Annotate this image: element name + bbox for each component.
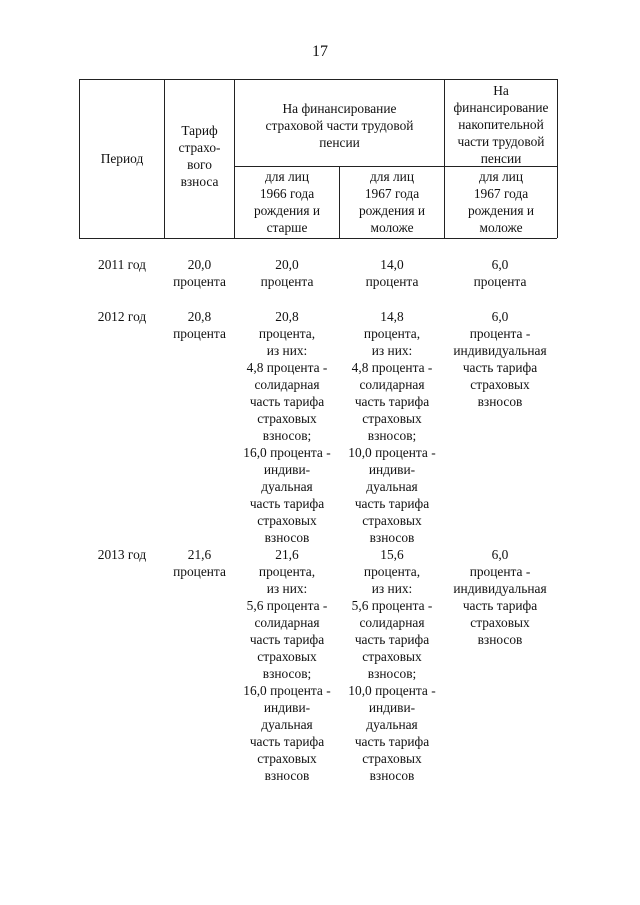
row-born-1967-funded: 6,0 процента - индивидуальная часть тарифа страховых взносов (453, 309, 547, 409)
page-number: 17 (312, 43, 328, 60)
row-born-1967-insurance: 14,0 процента (365, 257, 419, 289)
row-born-1967-insurance: 14,8 процента, из них: 4,8 процента - солидарная часть тарифа страховых взносов; 10,0 процента - индиви- дуальная часть тарифа страховых взносов (348, 309, 436, 545)
header-bottom-border (79, 238, 557, 239)
row-born-1967-insurance: 15,6 процента, из них: 5,6 процента - солидарная часть тарифа страховых взносов; 10,0 процента - индиви- дуальная часть тарифа страховых взносов (348, 547, 436, 783)
row-born-1966: 20,8 процента, из них: 4,8 процента - солидарная часть тарифа страховых взносов; 16,0 процента - индиви- дуальная часть тарифа страховых взносов (243, 309, 331, 545)
table-top-border (79, 79, 557, 80)
header-sub-1966: для лиц 1966 года рождения и старше (253, 169, 321, 235)
row-period: 2013 год (97, 547, 147, 562)
header-funded-part: На финансирование накопительной части трудовой пенсии (453, 83, 549, 166)
header-sub-1967-funded: для лиц 1967 года рождения и моложе (467, 169, 535, 235)
row-tariff: 20,8 процента (173, 309, 226, 341)
header-insurance-part: На финансирование страховой части трудовой пенсии (265, 101, 414, 150)
header-sub-1967-insurance: для лиц 1967 года рождения и моложе (358, 169, 426, 235)
header-tariff: Тариф страхо- вого взноса (178, 123, 221, 189)
row-born-1967-funded: 6,0 процента - индивидуальная часть тарифа страховых взносов (453, 547, 547, 647)
row-tariff: 20,0 процента (173, 257, 226, 289)
row-born-1966: 20,0 процента (260, 257, 314, 289)
header-period: Период (100, 151, 144, 166)
row-tariff: 21,6 процента (173, 547, 226, 579)
row-period: 2012 год (97, 309, 147, 324)
row-born-1966: 21,6 процента, из них: 5,6 процента - солидарная часть тарифа страховых взносов; 16,0 процента - индиви- дуальная часть тарифа страховых взносов (243, 547, 331, 783)
row-period: 2011 год (98, 257, 146, 272)
row-born-1967-funded: 6,0 процента (473, 257, 527, 289)
table-right-border (557, 79, 558, 238)
